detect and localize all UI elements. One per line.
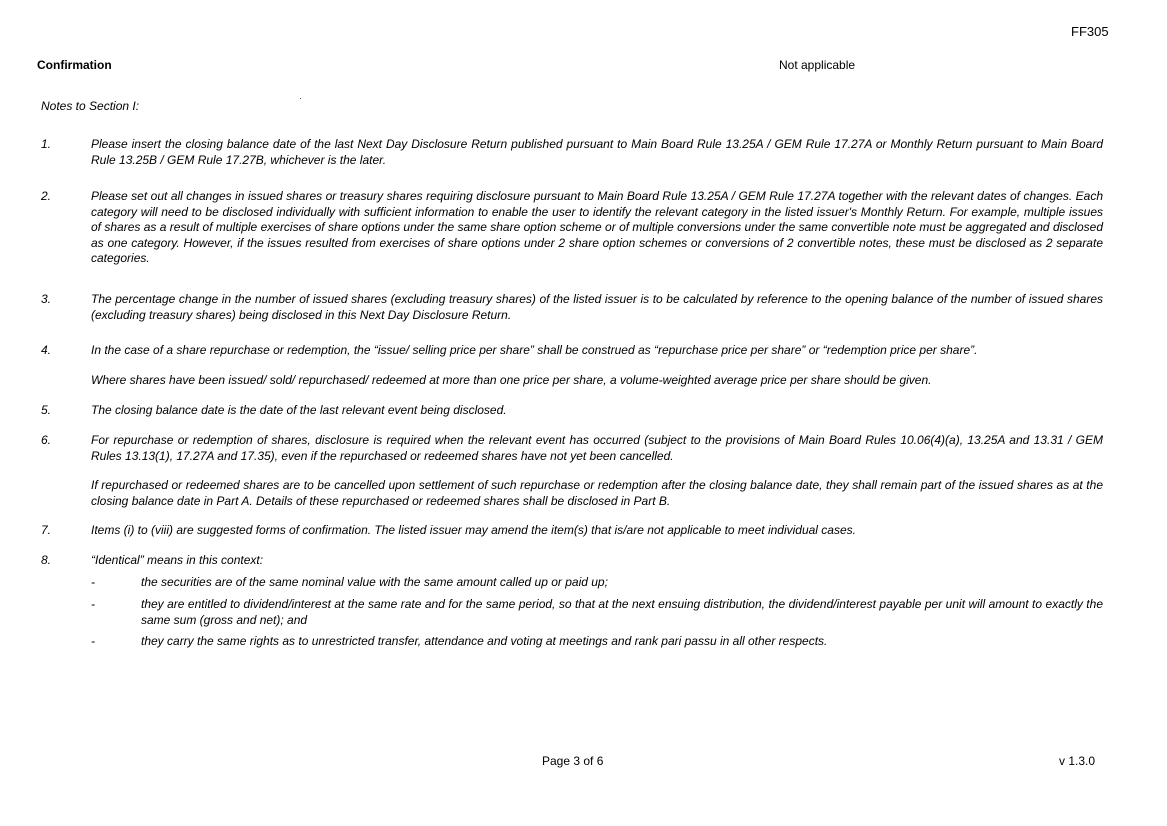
note-text: In the case of a share repurchase or redemption, the “issue/ selling price per share” shall be construed as “repurchase price per share” or “redemption price per share”. (91, 343, 978, 357)
note-number: 1. (41, 137, 52, 151)
bullet-text: the securities are of the same nominal value with the same amount called up or paid up; (141, 575, 608, 589)
bullet-dash: - (91, 597, 95, 611)
note-number: 3. (41, 292, 52, 306)
note-number: 5. (41, 403, 52, 417)
note-number: 2. (41, 189, 52, 203)
notes-title: Notes to Section I: (41, 99, 140, 113)
bullet-dash: - (91, 634, 95, 648)
bullet-text: they are entitled to dividend/interest at the same rate and for the same period, so that at the next ensuing distribution, the dividend/interest payable per unit will amount to exactly the same sum (gross and net); and (141, 597, 1103, 627)
note-text: “Identical” means in this context: (91, 553, 264, 567)
stray-dot (300, 98, 301, 99)
note-text: Please set out all changes in issued shares or treasury shares requiring disclosure pursuant to Main Board Rule 13.25A / GEM Rule 17.27A together with the relevant dates of changes. Each category will need to be disclosed individually with sufficient information to enable the user to identify the relevant category in the listed issuer's Monthly Return. For example, multiple issues of shares as a result of multiple exercises of share options under the same share option scheme or of multiple conversions under the same convertible note must be aggregated and disclosed as one category. However, if the issues resulted from exercises of share options under 2 share option schemes or conversions of 2 convertible notes, these must be disclosed as 2 separate categories. (91, 189, 1103, 265)
note-text: Items (i) to (viii) are suggested forms of confirmation. The listed issuer may amend the item(s) that is/are not applicable to meet individual cases. (91, 523, 856, 537)
page-number: Page 3 of 6 (542, 754, 604, 768)
note-4-extra: Where shares have been issued/ sold/ repurchased/ redeemed at more than one price per share, a volume-weighted average price per share should be given. (91, 373, 932, 387)
confirmation-label: Confirmation (37, 58, 112, 72)
bullet-text: they carry the same rights as to unrestricted transfer, attendance and voting at meetings and rank pari passu in all other respects. (141, 634, 828, 648)
version-label: v 1.3.0 (1059, 754, 1096, 768)
note-6-extra: If repurchased or redeemed shares are to be cancelled upon settlement of such repurchase or redemption after the closing balance date, they shall remain part of the issued shares as at the closing balance date in Part A. Details of these repurchased or redeemed shares shall be disclosed in Part B. (91, 478, 1103, 508)
note-number: 6. (41, 433, 52, 447)
note-number: 4. (41, 343, 52, 357)
confirmation-value: Not applicable (779, 58, 856, 72)
note-text: The percentage change in the number of issued shares (excluding treasury shares) of the listed issuer is to be calculated by reference to the opening balance of the number of issued shares (excluding treasury shares) being disclosed in this Next Day Disclosure Return. (91, 292, 1103, 322)
form-code: FF305 (1071, 24, 1109, 39)
note-number: 8. (41, 553, 52, 567)
note-text: The closing balance date is the date of the last relevant event being disclosed. (91, 403, 507, 417)
note-text: For repurchase or redemption of shares, disclosure is required when the relevant event has occurred (subject to the provisions of Main Board Rules 10.06(4)(a), 13.25A and 13.31 / GEM Rules 13.13(1), 17.27A and 17.35), even if the repurchased or redeemed shares have not yet been cancelled. (91, 433, 1103, 463)
bullet-dash: - (91, 575, 95, 589)
note-text: Please insert the closing balance date of the last Next Day Disclosure Return published pursuant to Main Board Rule 13.25A / GEM Rule 17.27A or Monthly Return pursuant to Main Board Rule 13.25B / GEM Rule 17.27B, whichever is the later. (91, 137, 1103, 167)
note-number: 7. (41, 523, 52, 537)
